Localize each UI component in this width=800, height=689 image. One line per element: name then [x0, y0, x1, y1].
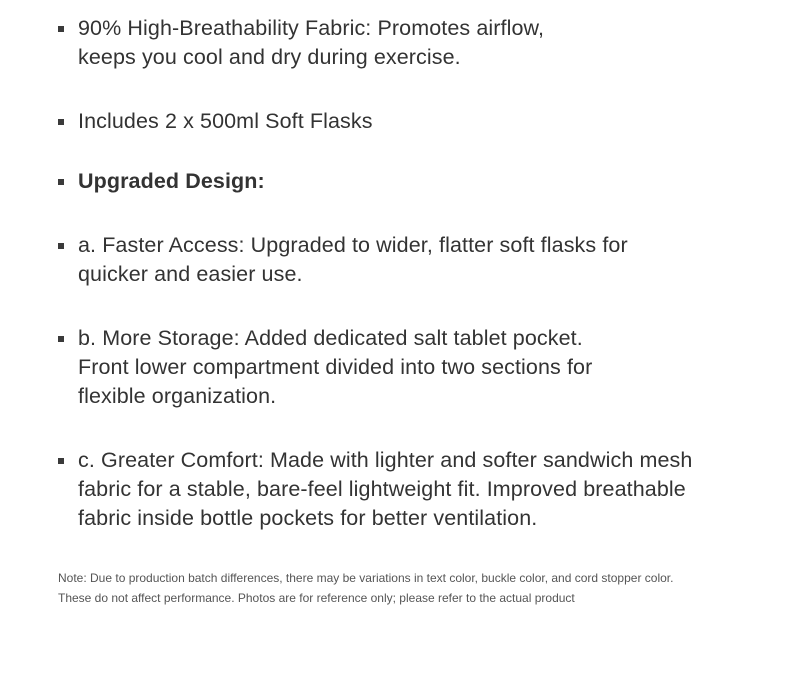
list-item	[58, 107, 758, 136]
text-line: quicker and easier use.	[78, 262, 303, 286]
feature-text	[78, 107, 373, 136]
text-line: Front lower compartment divided into two sections for	[78, 355, 593, 379]
text-line: Includes 2 x 500ml Soft Flasks	[78, 109, 373, 133]
list-item	[58, 14, 758, 72]
note-line: Note: Due to production batch differences, there may be variations in text color, buckle color, and cord stopper color.	[58, 571, 674, 585]
list-item	[58, 324, 758, 411]
feature-text	[78, 14, 544, 72]
text-line: keeps you cool and dry during exercise.	[78, 45, 461, 69]
list-item	[58, 167, 758, 196]
square-bullet-icon	[58, 26, 64, 32]
feature-text	[78, 231, 628, 289]
text-line: 90% High-Breathability Fabric: Promotes airflow,	[78, 16, 545, 40]
text-line: c. Greater Comfort: Made with lighter and softer sandwich mesh	[78, 448, 693, 472]
list-item	[58, 446, 758, 533]
feature-text	[78, 446, 692, 533]
text-line: fabric for a stable, bare-feel lightweight fit. Improved breathable	[78, 477, 686, 501]
square-bullet-icon	[58, 336, 64, 342]
text-line: flexible organization.	[78, 384, 277, 408]
square-bullet-icon	[58, 179, 64, 185]
square-bullet-icon	[58, 119, 64, 125]
text-line: Upgraded Design:	[78, 169, 265, 193]
list-item	[58, 231, 758, 289]
square-bullet-icon	[58, 243, 64, 249]
text-line: fabric inside bottle pockets for better ventilation.	[78, 506, 538, 530]
text-line: a. Faster Access: Upgraded to wider, flatter soft flasks for	[78, 233, 628, 257]
square-bullet-icon	[58, 458, 64, 464]
text-line: b. More Storage: Added dedicated salt tablet pocket.	[78, 326, 583, 350]
note-line: These do not affect performance. Photos are for reference only; please refer to the actual product	[58, 590, 575, 605]
disclaimer-note	[58, 569, 778, 608]
feature-text	[78, 324, 592, 411]
section-heading	[78, 167, 265, 196]
